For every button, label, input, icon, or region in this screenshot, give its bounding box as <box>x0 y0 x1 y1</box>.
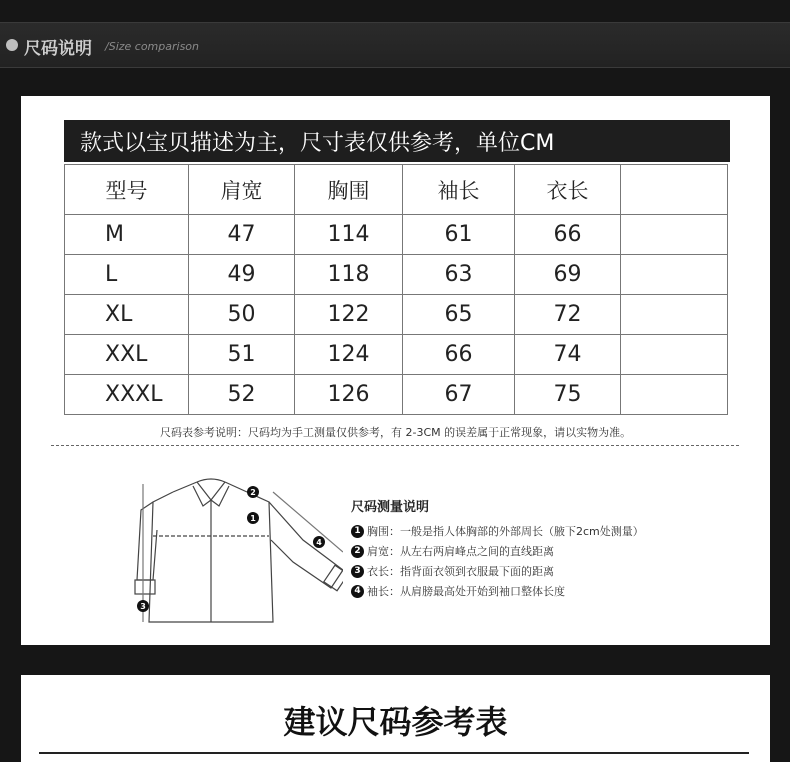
table-cell: 67 <box>403 375 515 415</box>
table-cell: 65 <box>403 295 515 335</box>
legend-item <box>351 561 644 581</box>
legend-item-text: 胸围：一般是指人体胸部的外部周长（腋下2cm处测量） <box>367 525 644 538</box>
header-subtitle: /Size comparison <box>105 40 200 53</box>
size-table <box>64 164 728 415</box>
column-header: 肩宽 <box>189 165 295 215</box>
column-header <box>621 165 728 215</box>
table-header-row <box>65 165 728 215</box>
number-3-icon: 3 <box>351 565 364 578</box>
table-cell: 49 <box>189 255 295 295</box>
table-cell: XXXL <box>65 375 189 415</box>
shirt-diagram <box>113 470 343 630</box>
column-header: 袖长 <box>403 165 515 215</box>
bullet-dot-icon <box>6 39 18 51</box>
table-cell: 61 <box>403 215 515 255</box>
legend-item-text: 袖长：从肩膀最高处开始到袖口整体长度 <box>367 585 565 598</box>
table-cell: XL <box>65 295 189 335</box>
title-underline <box>39 752 749 754</box>
table-row <box>65 375 728 415</box>
table-cell <box>621 255 728 295</box>
table-cell: M <box>65 215 189 255</box>
table-cell <box>621 335 728 375</box>
header-title: 尺码说明 <box>24 39 92 59</box>
recommended-size-panel <box>21 675 770 762</box>
table-cell: 66 <box>403 335 515 375</box>
table-cell: 118 <box>295 255 403 295</box>
marker-4-label: 4 <box>316 538 322 547</box>
table-row <box>65 335 728 375</box>
dashed-divider <box>51 445 739 446</box>
table-cell: 74 <box>515 335 621 375</box>
table-cell: XXL <box>65 335 189 375</box>
table-cell: 75 <box>515 375 621 415</box>
column-header: 衣长 <box>515 165 621 215</box>
size-note: 尺码表参考说明：尺码均为手工测量仅供参考，有 2-3CM 的误差属于正常现象，请以实物为准。 <box>160 426 632 439</box>
table-cell: 63 <box>403 255 515 295</box>
recommended-size-title: 建议尺码参考表 <box>283 703 508 741</box>
column-header: 型号 <box>65 165 189 215</box>
size-chart-banner: 款式以宝贝描述为主，尺寸表仅供参考，单位CM <box>64 120 730 162</box>
table-cell: 66 <box>515 215 621 255</box>
marker-3-label: 3 <box>140 602 146 611</box>
measurement-legend <box>351 496 644 601</box>
table-row <box>65 215 728 255</box>
legend-item <box>351 581 644 601</box>
table-row <box>65 255 728 295</box>
table-cell: 50 <box>189 295 295 335</box>
table-cell: 52 <box>189 375 295 415</box>
table-cell <box>621 295 728 335</box>
marker-2-label: 2 <box>250 488 256 497</box>
legend-item <box>351 541 644 561</box>
table-cell: 114 <box>295 215 403 255</box>
table-row <box>65 295 728 335</box>
number-2-icon: 2 <box>351 545 364 558</box>
number-4-icon: 4 <box>351 585 364 598</box>
table-cell: L <box>65 255 189 295</box>
legend-item-text: 肩宽：从左右两肩峰点之间的直线距离 <box>367 545 554 558</box>
table-cell <box>621 375 728 415</box>
table-cell: 51 <box>189 335 295 375</box>
column-header: 胸围 <box>295 165 403 215</box>
legend-item-text: 衣长：指背面衣领到衣服最下面的距离 <box>367 565 554 578</box>
table-cell: 126 <box>295 375 403 415</box>
section-header <box>0 22 790 68</box>
table-cell <box>621 215 728 255</box>
legend-title: 尺码测量说明 <box>351 500 430 515</box>
size-chart-panel <box>21 96 770 645</box>
table-cell: 72 <box>515 295 621 335</box>
table-cell: 47 <box>189 215 295 255</box>
legend-item <box>351 521 644 541</box>
table-cell: 122 <box>295 295 403 335</box>
number-1-icon: 1 <box>351 525 364 538</box>
table-cell: 69 <box>515 255 621 295</box>
table-cell: 124 <box>295 335 403 375</box>
marker-1-label: 1 <box>250 514 256 523</box>
